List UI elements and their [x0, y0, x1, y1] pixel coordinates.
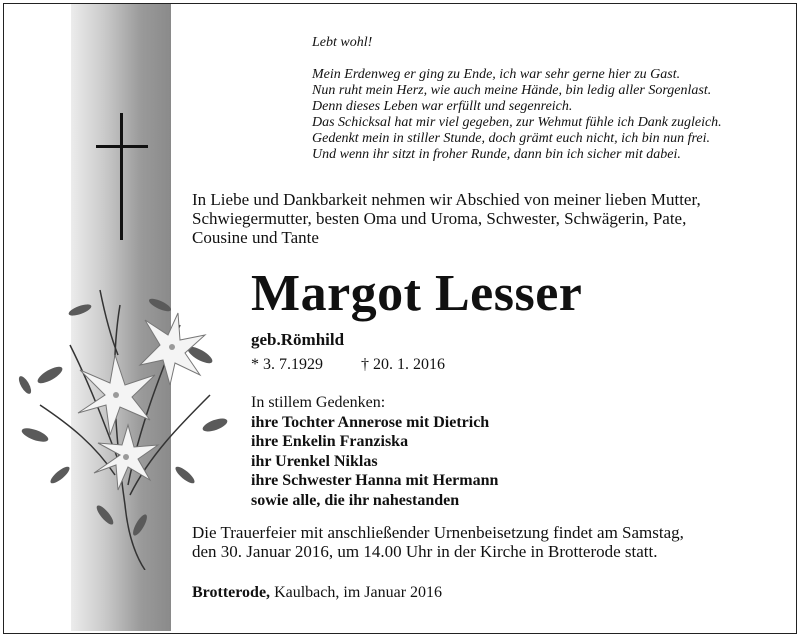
poem-line: Gedenkt mein in stiller Stunde, doch grämt euch nicht, ich bin nun frei. — [312, 131, 711, 146]
poem-line: Nun ruht mein Herz, wie auch meine Hände, bin ledig aller Sorgenlast. — [312, 83, 712, 98]
ceremony-line: den 30. Januar 2016, um 14.00 Uhr in der Kirche in Brotterode statt. — [192, 542, 658, 561]
funeral-announcement — [192, 523, 684, 561]
intro-text — [192, 190, 701, 247]
mourner-entry: ihre Tochter Annerose mit Dietrich — [251, 413, 490, 431]
intro-line: In Liebe und Dankbarkeit nehmen wir Abschied von meiner lieben Mutter, — [192, 190, 701, 209]
place-rest: Kaulbach, im Januar 2016 — [270, 584, 443, 601]
place-town: Brotterode, — [192, 584, 271, 601]
deceased-name: Margot Lesser — [251, 265, 583, 322]
farewell-poem — [312, 35, 722, 163]
poem-line: Und wenn ihr sitzt in froher Runde, dann bin ich sicher mit dabei. — [312, 147, 681, 162]
ceremony-line: Die Trauerfeier mit anschließender Urnenbeisetzung findet am Samstag, — [192, 523, 684, 542]
mourner-entry: ihre Schwester Hanna mit Hermann — [251, 472, 499, 489]
cross-icon — [96, 113, 148, 240]
intro-line: Schwiegermutter, besten Oma und Uroma, Schwester, Schwägerin, Pate, — [192, 209, 687, 228]
birth-date: * 3. 7.1929 — [251, 356, 323, 373]
mourners-list — [251, 393, 498, 510]
mourners-heading: In stillem Gedenken: — [251, 394, 386, 411]
place-and-date — [192, 584, 442, 602]
intro-line: Cousine und Tante — [192, 228, 319, 247]
mourner-entry: ihr Urenkel Niklas — [251, 452, 378, 470]
life-dates — [251, 356, 445, 374]
poem-line: Das Schicksal hat mir viel gegeben, zur Wehmut fühle ich Dank zugleich. — [312, 115, 722, 130]
poem-line: Denn dieses Leben war erfüllt und segenreich. — [312, 99, 573, 114]
mourner-entry: ihre Enkelin Franziska — [251, 433, 409, 450]
death-date: † 20. 1. 2016 — [361, 356, 445, 373]
mourner-entry: sowie alle, die ihr nahestanden — [251, 491, 460, 509]
poem-line: Mein Erdenweg er ging zu Ende, ich war sehr gerne hier zu Gast. — [312, 67, 681, 82]
maiden-name: geb.Römhild — [251, 330, 345, 349]
poem-greeting: Lebt wohl! — [312, 35, 373, 50]
